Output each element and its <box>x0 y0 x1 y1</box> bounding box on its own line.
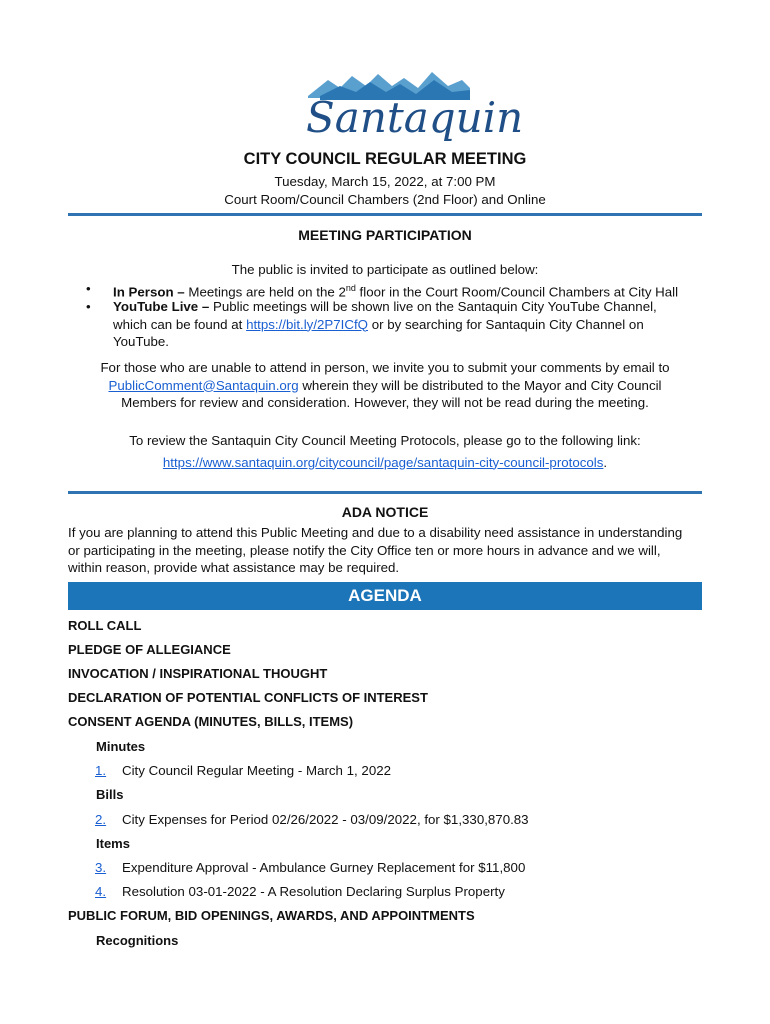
entry-label: City Council Regular Meeting - March 1, 2022 <box>122 763 392 778</box>
bullet-dot: • <box>86 299 91 314</box>
bullet-in-person-text-end: floor in the Court Room/Council Chambers at City Hall <box>355 284 679 300</box>
consent-minutes-label: Minutes <box>96 739 146 754</box>
divider-top <box>68 213 702 216</box>
comments-paragraph <box>0 359 770 412</box>
comments-line-2: wherein they will be distributed to the Mayor and City Council <box>298 377 662 393</box>
entry-number-link[interactable]: 2. <box>95 812 107 827</box>
divider-middle <box>68 491 702 494</box>
bullet-youtube-label: YouTube Live – <box>113 299 210 314</box>
meeting-location: Court Room/Council Chambers (2nd Floor) and Online <box>224 192 546 207</box>
agenda-consent: CONSENT AGENDA (MINUTES, BILLS, ITEMS) <box>68 714 354 729</box>
meeting-date: Tuesday, March 15, 2022, at 7:00 PM <box>274 174 496 189</box>
participation-intro: The public is invited to participate as outlined below: <box>231 262 539 277</box>
ada-line-2: or participating in the meeting, please notify the City Office ten or more hours in advance and we will, <box>68 542 661 558</box>
entry-label: Resolution 03-01-2022 - A Resolution Declaring Surplus Property <box>122 884 505 899</box>
santaquin-logo <box>300 66 524 152</box>
bullet-in-person-label: In Person – <box>113 284 185 300</box>
agenda-public-forum: PUBLIC FORUM, BID OPENINGS, AWARDS, AND APPOINTMENTS <box>68 908 475 923</box>
participation-heading: MEETING PARTICIPATION <box>298 227 472 243</box>
public-comment-email-link[interactable]: PublicComment@Santaquin.org <box>108 377 299 393</box>
entry-label: Expenditure Approval - Ambulance Gurney Replacement for $11,800 <box>122 860 526 875</box>
consent-items-label: Items <box>96 836 130 851</box>
protocols-period: . <box>603 454 608 470</box>
entry-number-link[interactable]: 1. <box>95 763 107 778</box>
entry-label: City Expenses for Period 02/26/2022 - 03/09/2022, for $1,330,870.83 <box>122 812 529 827</box>
meeting-title: CITY COUNCIL REGULAR MEETING <box>243 150 527 168</box>
entry-number-link[interactable]: 4. <box>95 884 107 899</box>
agenda-pledge: PLEDGE OF ALLEGIANCE <box>68 642 231 657</box>
bullet-dot: • <box>86 281 91 296</box>
entry-number-link[interactable]: 3. <box>95 860 107 875</box>
bullet-youtube-text: Public meetings will be shown live on the Santaquin City YouTube Channel, <box>209 299 657 314</box>
ada-line-3: within reason, provide what assistance may be required. <box>68 560 400 575</box>
protocols-paragraph <box>0 432 770 471</box>
agenda-heading-bar: AGENDA <box>68 582 702 610</box>
agenda-conflicts: DECLARATION OF POTENTIAL CONFLICTS OF INTEREST <box>68 690 428 705</box>
recognitions-label: Recognitions <box>96 933 179 948</box>
comments-line-3: Members for review and consideration. However, they will not be read during the meeting. <box>121 395 649 410</box>
youtube-link[interactable]: https://bit.ly/2P7ICfQ <box>246 316 369 332</box>
bullet-youtube-text-3: or by searching for Santaquin City Channel on <box>368 316 644 332</box>
agenda-invocation: INVOCATION / INSPIRATIONAL THOUGHT <box>68 666 328 681</box>
bullet-in-person-text: Meetings are held on the 2 <box>184 284 346 300</box>
consent-bills-label: Bills <box>96 787 124 802</box>
bullet-youtube-text-2: which can be found at <box>113 316 247 332</box>
agenda-roll-call: ROLL CALL <box>68 618 142 633</box>
bullet-youtube-text-4: YouTube. <box>113 334 169 349</box>
logo-wordmark: Santaquin <box>306 93 524 142</box>
ada-heading: ADA NOTICE <box>341 504 429 520</box>
ordinal-suffix: nd <box>345 283 356 293</box>
ada-paragraph <box>68 524 708 577</box>
protocols-line: To review the Santaquin City Council Meeting Protocols, please go to the following link: <box>129 433 641 448</box>
ada-line-1: If you are planning to attend this Public Meeting and due to a disability need assistance in understanding <box>68 525 683 540</box>
comments-line-1: For those who are unable to attend in person, we invite you to submit your comments by email to <box>100 360 670 375</box>
protocols-link[interactable]: https://www.santaquin.org/citycouncil/page/santaquin-city-council-protocols <box>162 454 604 470</box>
